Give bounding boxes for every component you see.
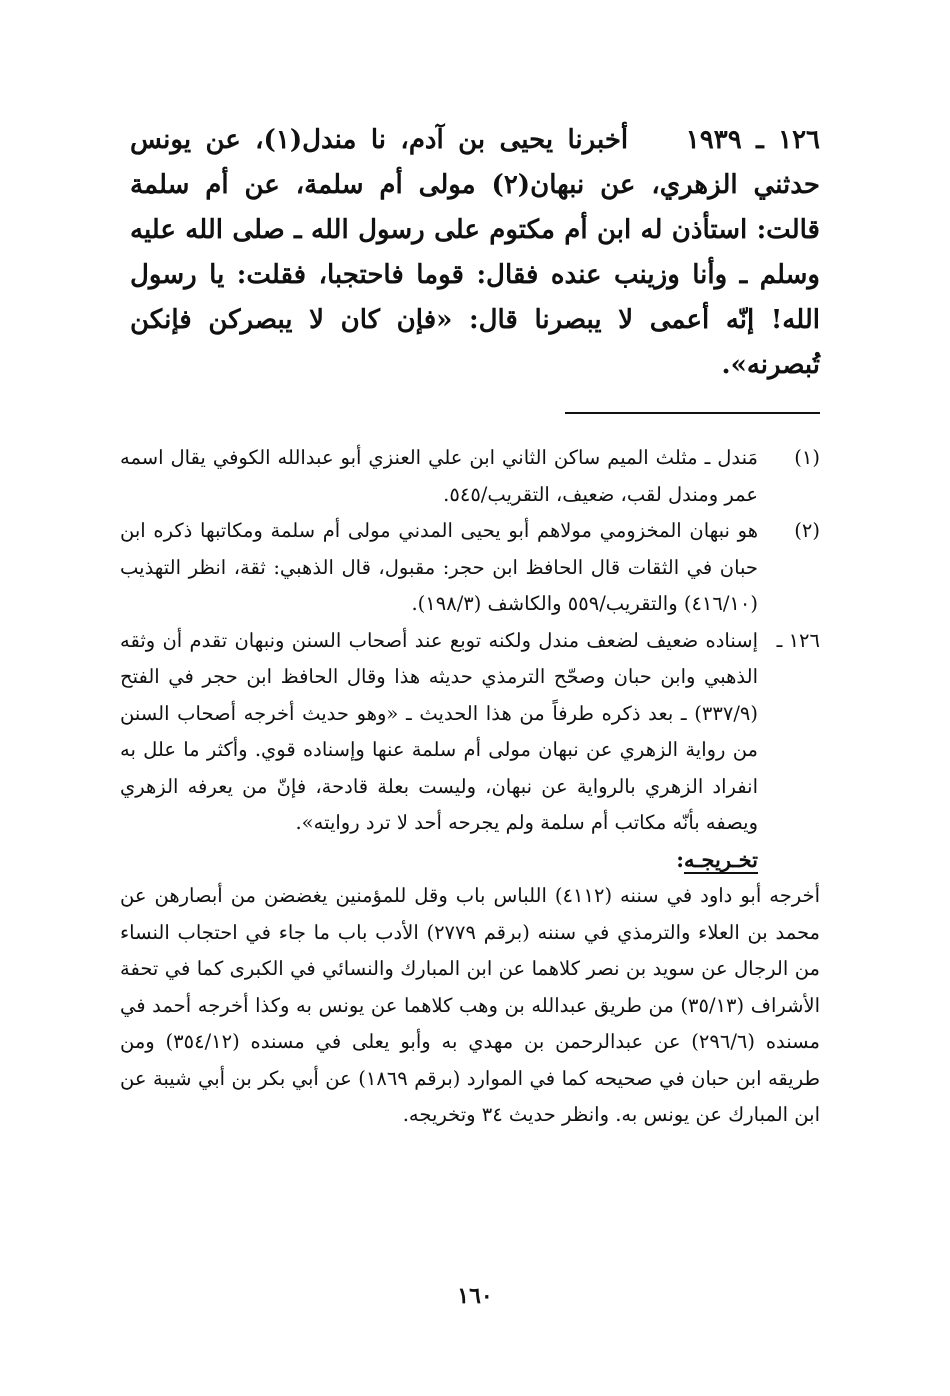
footnotes-section [120, 440, 820, 1134]
hadith-number-separator: ـ [756, 125, 764, 155]
footnote-label: (١) [794, 446, 820, 469]
hadith-text [130, 118, 820, 388]
footnote-1 [120, 440, 820, 513]
takhrij-heading-colon: : [676, 846, 685, 872]
hadith-global-number: ١٩٣٩ [685, 125, 742, 155]
comment-text: إسناده ضعيف لضعف مندل ولكنه توبع عند أصحاب السنن ونبهان تقدم أن وثقه الذهبي وابن حبان وصحّح الترمذي حديثه هذا وقال الحافظ ابن حجر في الفتح (٣٣٧/٩) ـ بعد ذكره طرفاً من هذا الحديث ـ «وهو حديث أخرجه أصحاب السنن من رواية الزهري عن نبهان مولى أم سلمة عنها وإسناده قوي. وأكثر ما علل به انفراد الزهري بالرواية عن نبهان، وليست بعلة قادحة، فإنّ من يعرفه الزهري ويصفه بأنّه مكاتب أم سلمة ولم يجرحه أحد لا ترد روايته». [120, 628, 758, 834]
footnote-text: هو نبهان المخزومي مولاهم أبو يحيى المدني مولى أم سلمة ومكاتبها ذكره ابن حبان في الثقات قال الحافظ ابن حجر: مقبول، قال الذهبي: ثقة، انظر التهذيب (٤١٦/١٠) والتقريب/٥٥٩ والكاشف (١٩٨/٣). [120, 519, 758, 615]
takhrij-text: أخرجه أبو داود في سننه (٤١١٢) اللباس باب وقل للمؤمنين يغضضن من أبصارهن عن محمد بن العلاء والترمذي في سننه (برقم ٢٧٧٩) الأدب باب ما جاء في احتجاب النساء من الرجال عن سويد بن نصر كلاهما عن ابن المبارك والنسائي في الكبرى كما في تحفة الأشراف (٣٥/١٣) من طريق عبدالله بن وهب كلاهما عن يونس به وكذا أخرجه أحمد في مسنده (٢٩٦/٦) عن عبدالرحمن بن مهدي به وأبو يعلى في مسنده (٣٥٤/١٢) ومن طريقه ابن حبان في صحيحه كما في الموارد (برقم ١٨٦٩) عن أبي بكر بن أبي شيبة عن ابن المبارك عن يونس به. وانظر حديث ٣٤ وتخريجه. [120, 884, 820, 1126]
footnote-text: مَندل ـ مثلث الميم ساكن الثاني ابن علي العنزي أبو عبدالله الكوفي يقال اسمه عمر ومندل لقب، ضعيف، التقريب/٥٤٥. [120, 446, 758, 506]
footnote-label: (٢) [794, 519, 820, 542]
hadith-local-number: ١٢٦ [778, 125, 821, 155]
hadith-body: أخبرنا يحيى بن آدم، نا مندل(١)، عن يونس حدثني الزهري، عن نبهان(٢) مولى أم سلمة، عن أم سلمة قالت: استأذن له ابن أم مكتوم على رسول الله ـ صلى الله عليه وسلم ـ وأنا وزينب عنده فقال: قوما فاحتجبا، فقلت: يا رسول الله! إنّه أعمى لا يبصرنا قال: «فإن كان لا يبصركن فإنكن تُبصرنه». [130, 125, 820, 380]
takhrij-heading-text: تخـريجـه [684, 846, 758, 872]
page-number: ١٦٠ [457, 1283, 493, 1309]
comment-label: ١٢٦ ـ [776, 628, 820, 652]
isnad-comment [120, 623, 820, 842]
footnote-2 [120, 513, 820, 623]
takhrij-heading [120, 842, 820, 879]
footnote-divider [565, 412, 820, 414]
